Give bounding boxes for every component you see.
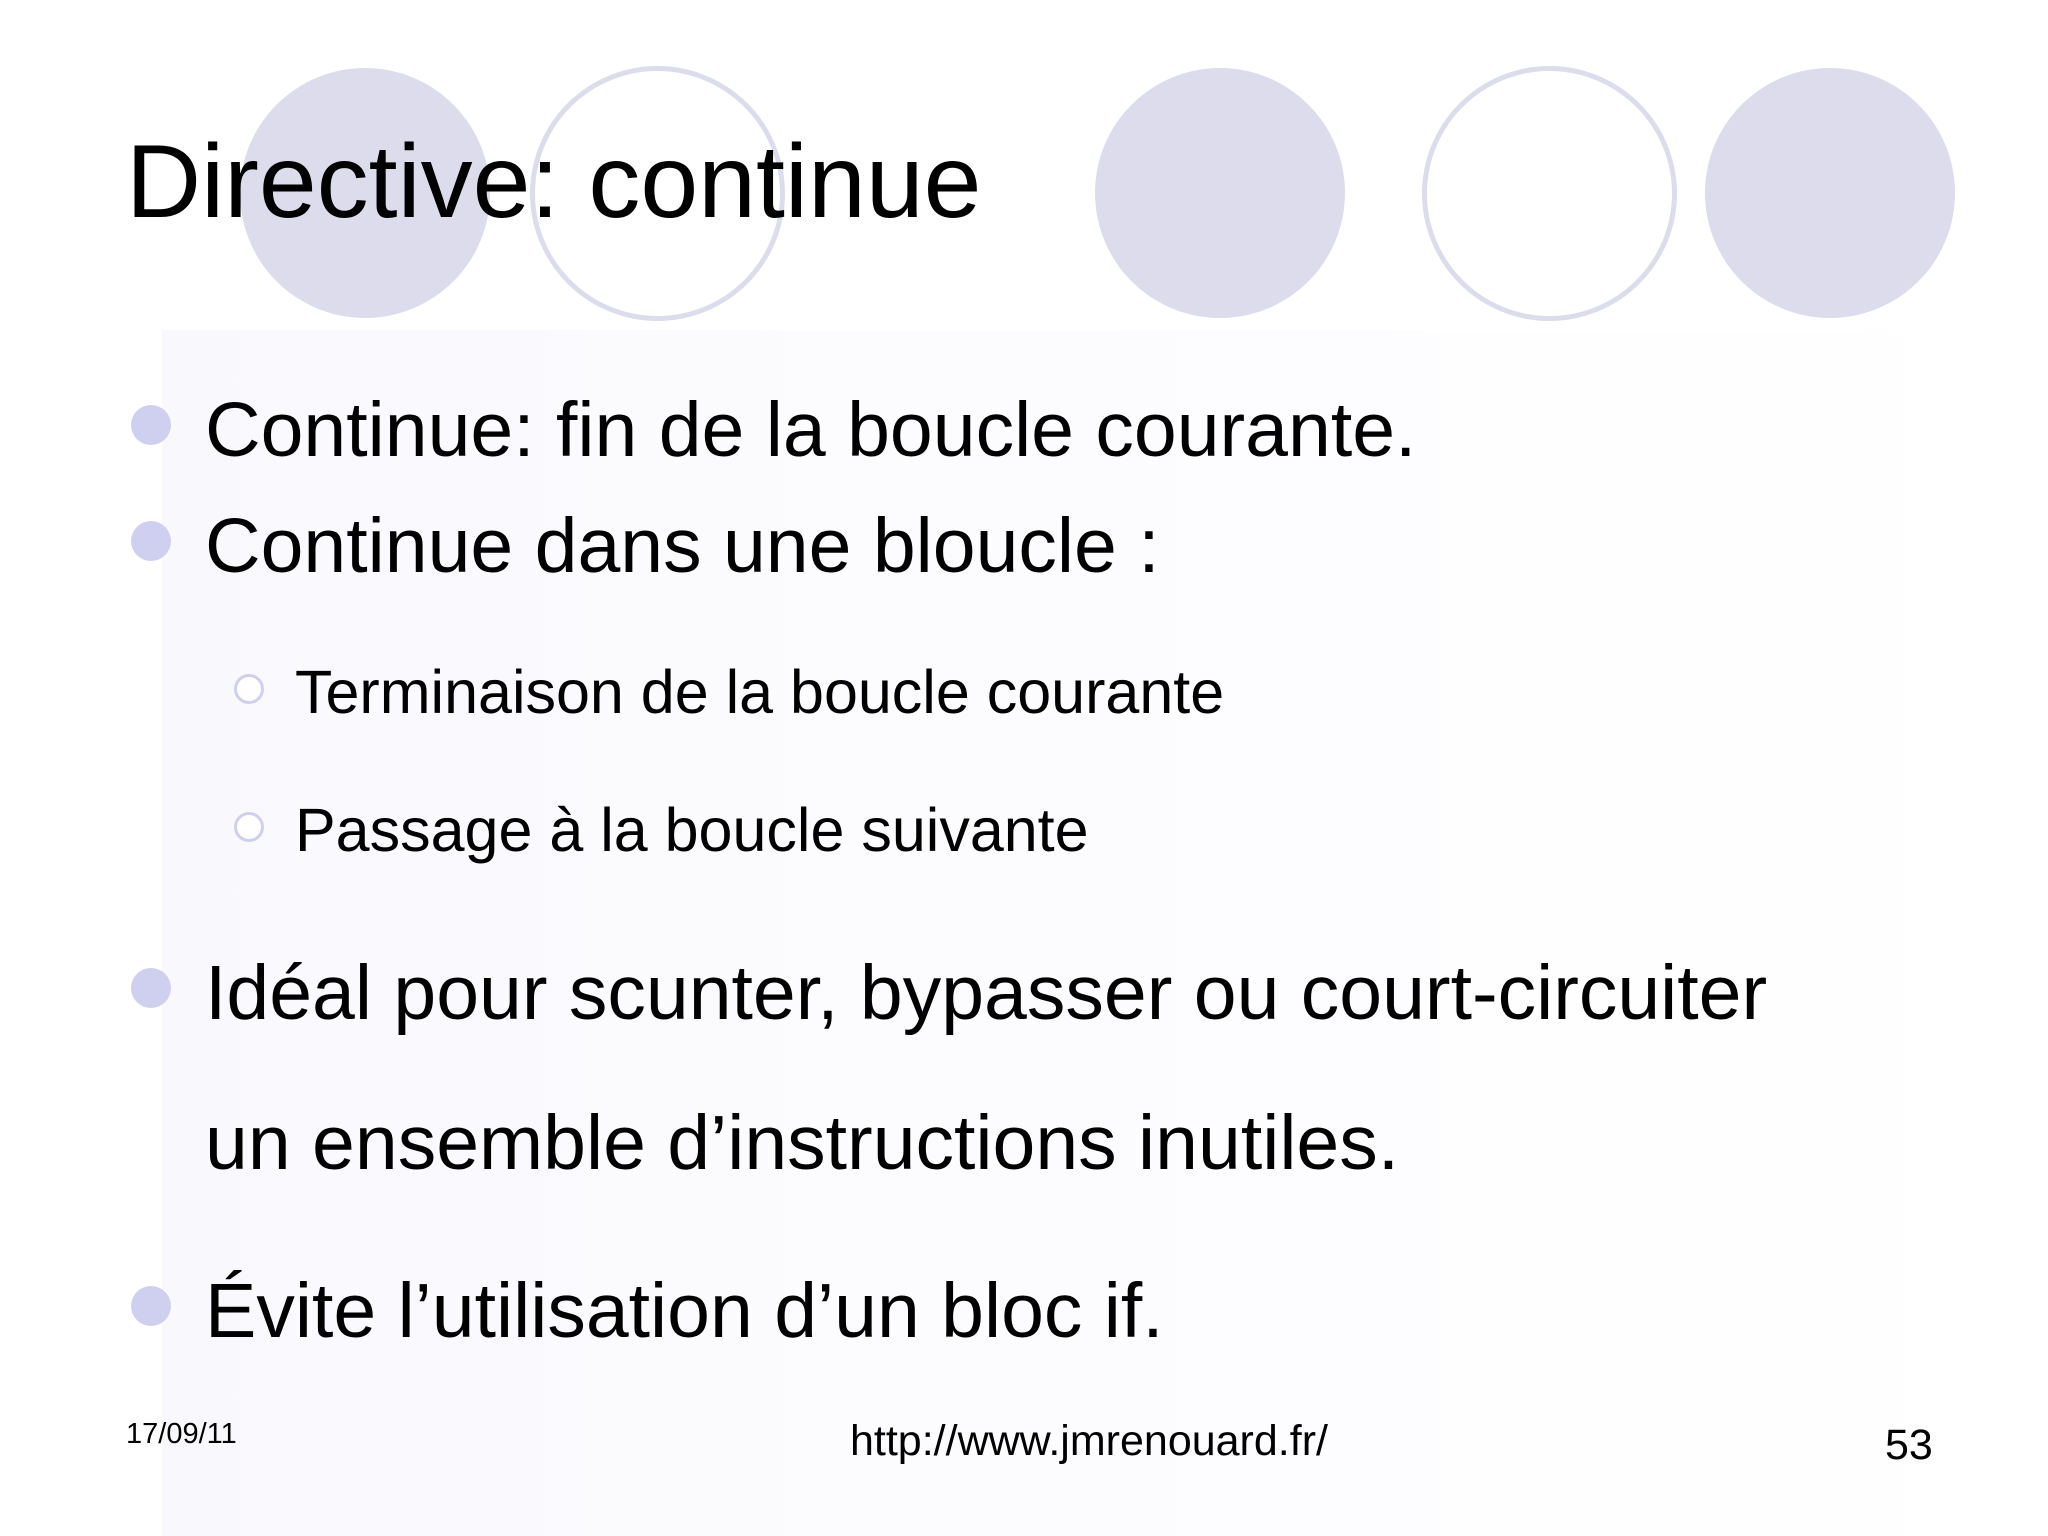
footer-url: http://www.jmrenouard.fr/ [850,1417,1328,1465]
bullet-text-line-2: un ensemble d’instructions inutiles. [205,1100,1400,1186]
sub-bullet-text: Passage à la boucle suivante [295,796,1089,864]
bullet-text: Continue: fin de la boucle courante. [205,387,1417,473]
bullet-dot-icon [131,405,171,445]
slide-title: Directive: continue [126,124,982,240]
bullet-dot-icon [131,968,171,1008]
bullet-text-line-1: Idéal pour scunter, bypasser ou court-circuiter [205,950,1768,1036]
footer-date: 17/09/11 [126,1418,237,1450]
decorative-circle-filled-3 [1705,68,1955,318]
bullet-text: Continue dans une bloucle : [205,503,1160,589]
bullet-dot-icon [131,1286,171,1326]
decorative-circle-filled-2 [1095,68,1345,318]
sub-bullet-ring-icon [234,674,264,704]
decorative-circle-ring-2 [1422,66,1677,321]
sub-bullet-ring-icon [234,812,264,842]
page-number: 53 [1885,1421,1933,1469]
bullet-dot-icon [131,521,171,561]
sub-bullet-text: Terminaison de la boucle courante [295,658,1225,726]
bullet-text: Évite l’utilisation d’un bloc if. [205,1268,1164,1354]
